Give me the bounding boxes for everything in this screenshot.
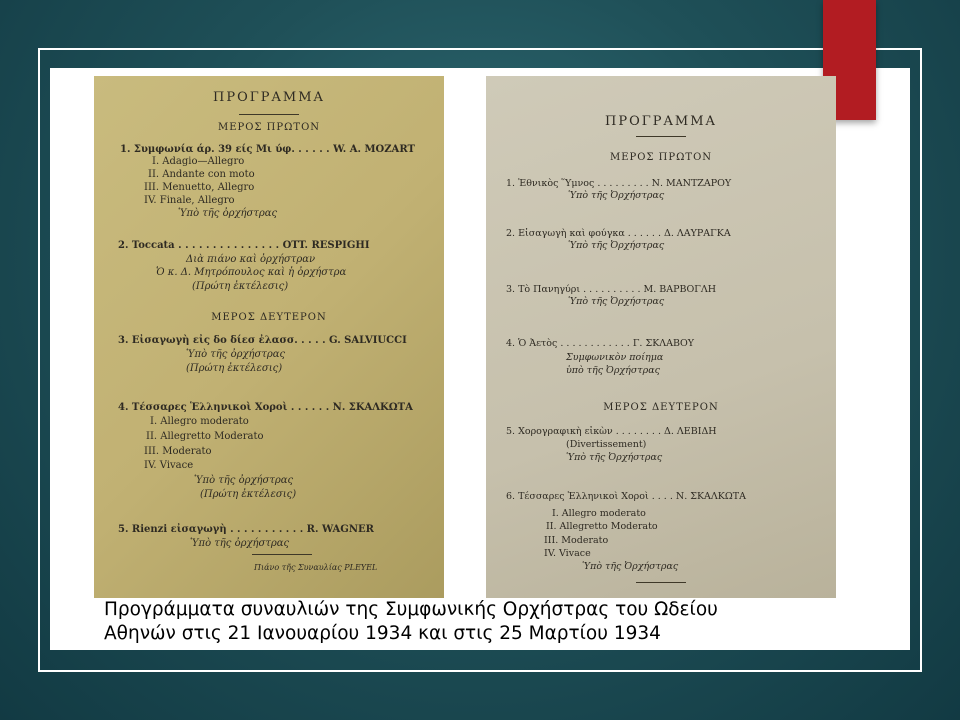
performer: Ὑπὸ τῆς Ὀρχήστρας — [582, 561, 679, 572]
note: (Divertissement) — [566, 439, 647, 450]
note: (Πρώτη ἐκτέλεσις) — [200, 489, 297, 500]
program-item: 4. Ὁ Ἀετὸς . . . . . . . . . . . . Γ. ΣΚΛΑΒΟΥ — [506, 338, 695, 349]
note: Διὰ πιάνο καὶ ὀρχήστραν — [186, 254, 316, 265]
movement: IV. Vivace — [544, 548, 591, 559]
program-item: 3. Τὸ Πανηγύρι . . . . . . . . . . Μ. ΒΑΡΒΟΓΛΗ — [506, 284, 717, 295]
part-heading: ΜΕΡΟΣ ΠΡΩΤΟΝ — [217, 122, 321, 133]
performer: Ὑπὸ τῆς ὀρχήστρας — [178, 208, 278, 219]
program-item: 5. Rienzi εἰσαγωγὴ . . . . . . . . . . . R. WAGNER — [118, 524, 374, 535]
divider — [636, 582, 686, 583]
program-item: 5. Χορογραφικὴ εἰκὼν . . . . . . . . Δ. ΛΕΒΙΔΗ — [506, 426, 717, 437]
movement: III. Moderato — [144, 446, 212, 457]
program-item: 3. Εἰσαγωγὴ εἰς δο δίεσ ἐλασσ. . . . . G. SALVIUCCI — [118, 335, 407, 346]
performer: Ὑπὸ τῆς ὀρχήστρας — [186, 349, 286, 360]
program-title: ΠΡΟΓΡΑΜΜΑ — [605, 114, 717, 129]
movement: III. Menuetto, Allegro — [144, 182, 255, 193]
performer: ὑπὸ τῆς Ὀρχήστρας — [566, 365, 660, 376]
performer: Ὁ κ. Δ. Μητρόπουλος καὶ ἡ ὀρχήστρα — [156, 267, 347, 278]
note: (Πρώτη ἐκτέλεσις) — [192, 281, 289, 292]
movement: III. Moderato — [544, 535, 609, 546]
movement: I. Allegro moderato — [150, 416, 249, 427]
movement: II. Allegretto Moderato — [146, 431, 264, 442]
performer: Ὑπὸ τῆς Ὀρχήστρας — [568, 190, 665, 201]
performer: Ὑπὸ τῆς ὀρχήστρας — [194, 475, 294, 486]
movement: I. Adagio—Allegro — [152, 156, 245, 167]
performer: Ὑπὸ τῆς ὀρχήστρας — [190, 538, 290, 549]
part-heading: ΜΕΡΟΣ ΔΕΥΤΕΡΟΝ — [211, 312, 327, 323]
divider — [239, 114, 299, 115]
program-item: 1. Συμφωνία άρ. 39 είς Μι ύφ. . . . . . W. A. MOZART — [120, 144, 415, 155]
performer: Ὑπὸ τῆς Ὀρχήστρας — [568, 240, 665, 251]
divider — [252, 554, 312, 555]
program-photo-left — [94, 76, 444, 598]
slide-caption — [104, 598, 904, 646]
movement: II. Andante con moto — [148, 169, 255, 180]
movement: IV. Vivace — [144, 460, 194, 471]
program-item: 1. Ἐθνικὸς Ὕμνος . . . . . . . . . Ν. ΜΑΝΤΖΑΡΟΥ — [506, 178, 732, 189]
caption-line: Προγράμματα συναυλιών της Συμφωνικής Ορχήστρας του Ωδείου — [104, 599, 718, 620]
program-item: 2. Εἰσαγωγὴ καὶ φούγκα . . . . . . Δ. ΛΑΥΡΑΓΚΑ — [506, 228, 731, 239]
movement: II. Allegretto Moderato — [546, 521, 658, 532]
movement: IV. Finale, Allegro — [144, 195, 235, 206]
program-item: 6. Τέσσαρες Ἑλληνικοὶ Χοροὶ . . . . Ν. ΣΚΑΛΚΩΤΑ — [506, 491, 746, 502]
note: (Πρώτη ἐκτέλεσις) — [186, 363, 283, 374]
caption-line: Αθηνών στις 21 Ιανουαρίου 1934 και στις 25 Μαρτίου 1934 — [104, 623, 661, 644]
program-item: 4. Τέσσαρες Ἑλληνικοὶ Χοροὶ . . . . . . Ν. ΣΚΑΛΚΩΤΑ — [118, 402, 413, 413]
part-heading: ΜΕΡΟΣ ΔΕΥΤΕΡΟΝ — [603, 402, 719, 413]
piano-credit: Πιάνο τῆς Συναυλίας PLEYEL — [254, 563, 378, 572]
program-item: 2. Toccata . . . . . . . . . . . . . . . OTT. RESPIGHI — [118, 240, 370, 251]
movement: I. Allegro moderato — [552, 508, 646, 519]
program-title: ΠΡΟΓΡΑΜΜΑ — [213, 90, 325, 105]
note: Συμφωνικὸν ποίημα — [566, 352, 664, 363]
divider — [636, 136, 686, 137]
performer: Ὑπὸ τῆς Ὀρχήστρας — [568, 296, 665, 307]
part-heading: ΜΕΡΟΣ ΠΡΩΤΟΝ — [609, 152, 713, 163]
program-photo-right — [486, 76, 836, 598]
performer: Ὑπὸ τῆς Ὀρχήστρας — [566, 452, 663, 463]
